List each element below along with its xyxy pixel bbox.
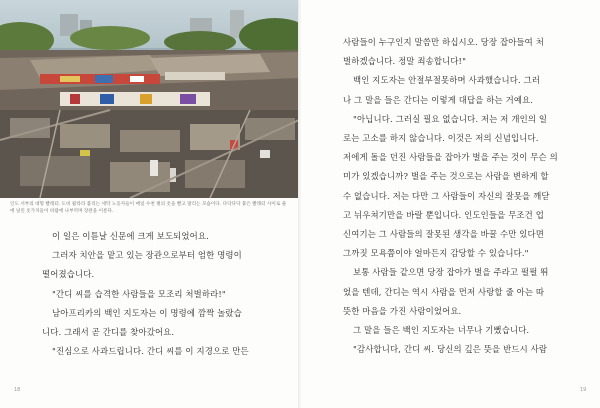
text-line: "진심으로 사과드립니다. 간디 씨를 이 지경으로 만든 [52,346,249,357]
left-page [0,0,299,408]
text-line: 그까짓 모욕쯤이야 얼마든지 감당할 수 있습니다." [343,248,529,259]
text-line: 사람들이 누구인지 말씀만 하십시오. 당장 잡아들여 처 [343,37,544,47]
page-number-right: 19 [580,387,587,393]
text-line: 그 말을 들은 백인 지도자는 너무나 기뻤습니다. [353,325,530,336]
text-line: 었을 텐데, 간디는 역시 사람을 먼저 사랑할 줄 아는 따 [343,286,545,297]
text-line: 이 일은 이튿날 신문에 크게 보도되었어요. [52,231,209,241]
text-line: 백인 지도자는 안절부절못하며 사과했습니다. 그러 [353,75,541,86]
text-line: 미가 있겠습니까? 벌을 주는 것으로는 사람을 변하게 할 [343,171,549,182]
right-body-text [343,33,558,359]
text-line: 니다. 그래서 곧 간디를 찾아갔어요. [42,327,175,338]
text-line: 고 뉘우쳐기만을 바랄 뿐입니다. 인도인들을 무조건 업 [343,209,544,220]
text-line: 벌하겠습니다. 정말 죄송합니다!" [343,56,467,67]
text-line: 저에게 돌을 던진 사람들을 잡아가 벌을 주는 것이 무슨 의 [343,152,558,163]
text-line: "아닙니다. 그러실 필요 없습니다. 저는 저 개인의 일 [353,113,548,124]
text-line: 수 없습니다. 저는 다만 그 사람들이 자신의 잘못을 깨닫 [343,190,550,201]
text-line: 로는 고소를 하지 않습니다. 이것은 저의 신념입니다. [343,133,539,144]
left-body-text [42,227,249,361]
text-line: 신여기는 그 사람들의 잘못된 생각을 바꿀 수만 있다면 [343,229,544,240]
page-number-left: 18 [14,387,21,393]
text-line: "감사합니다, 간디 씨. 당신의 깊은 뜻을 반드시 사람 [353,344,548,355]
text-line: 뜻한 마음을 가진 사람이었어요. [343,305,462,316]
text-line: 남아프리카의 백인 지도자는 이 명령에 깜짝 놀랐습 [52,307,242,318]
text-line: 보통 사람들 같으면 당장 잡아가 벌을 주라고 펄펄 뛰 [353,267,549,278]
text-line: 나 그 말을 들은 간디는 이렇게 대답을 하는 거예요. [343,94,534,105]
text-line: 떨어졌습니다. [42,269,95,280]
photo-caption: 인도 서부의 대형 빨래터. 도비 왈라라 불리는 세탁 노동자들이 매일 수천 벌의 옷을 빨고 말리는 모습이다. 다닥다닥 붙은 빨래터 사이로 줄에 널린 옷가지들이 바람에 나부끼며 장관을 이룬다. [10,202,287,214]
text-line: 그러자 치안을 맡고 있는 장관으로부터 엄한 명령이 [52,250,242,261]
text-line: "간디 씨를 습격한 사람들을 모조리 처벌하라!" [52,288,226,299]
laundry-photo [0,0,299,198]
